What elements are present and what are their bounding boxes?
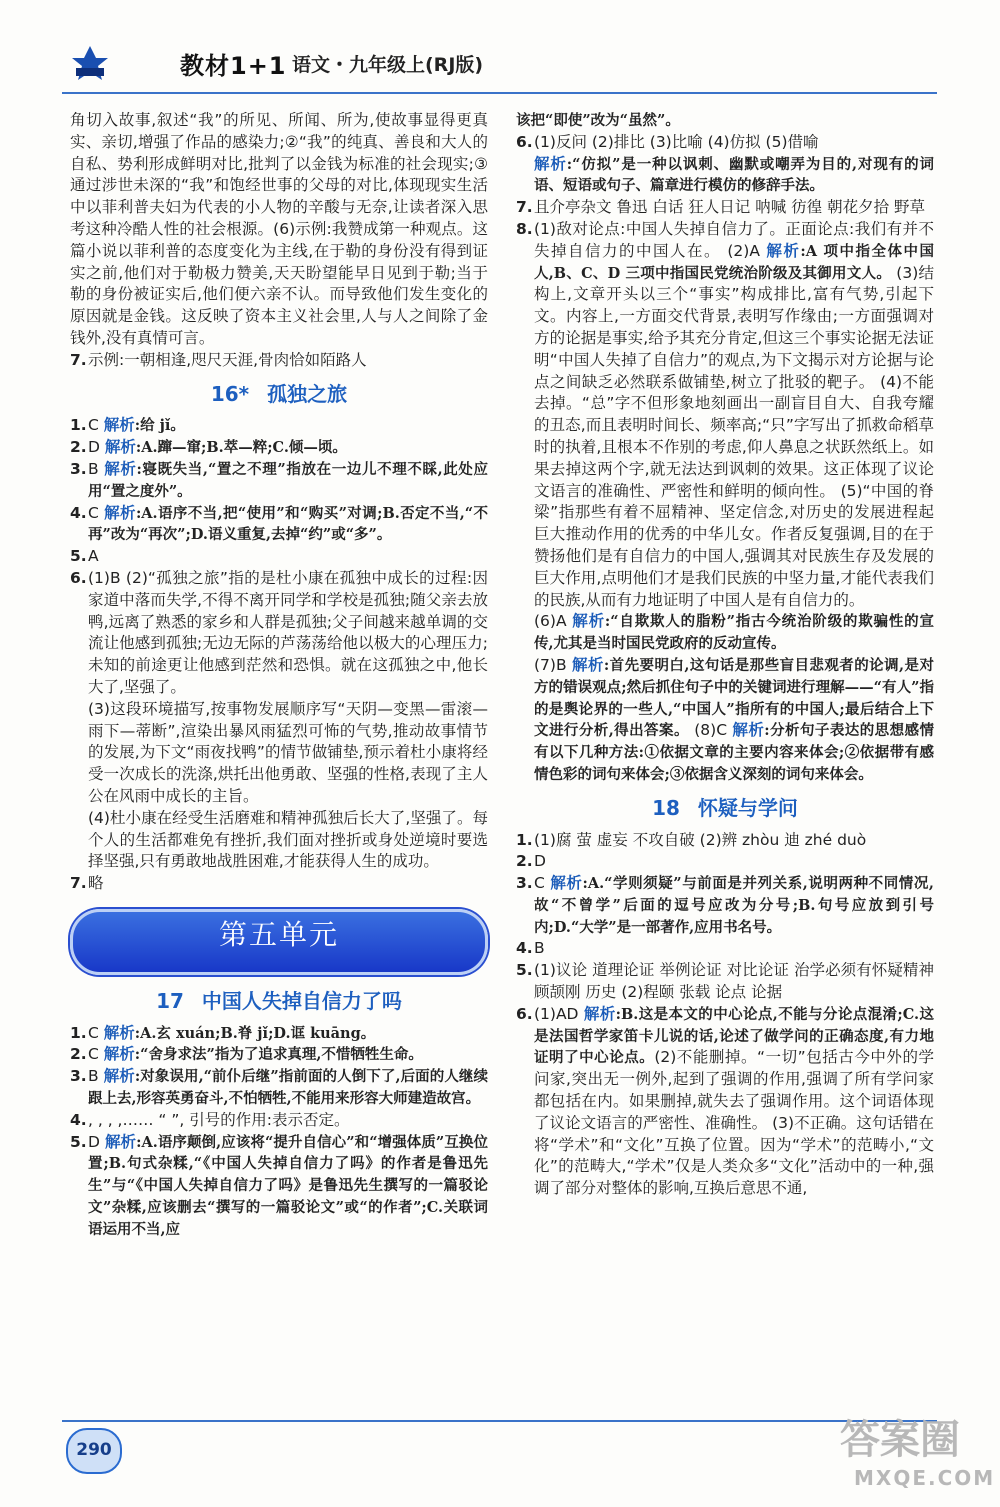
answer-item: 5. A — [70, 547, 99, 566]
answer-item: 6. (1)B (2)“孤独之旅”指的是杜小康在孤独中成长的过程:因家道中落而失学,不得不离开同学和学校是孤独;随父亲去放鸭,远离了熟悉的家乡和人群是孤独;父子间越来越单调的交流让他感到孤独;无边无际的芦荡荡给他以极大的心理压力;未知的前途更让他感到茫然和恐惧。就在这孤独之中,他长大了,坚强了。 (3)这段环境描写,按事物发展顺序写“天阴—变黑—雷滚—雨下—蒂断”,渲染出暴风雨猛烈可怖的气势,推动故事情节的发展,为下文“雨夜找鸭”的情节做铺垫,预示着杜小康将经受一次成长的洗涤,烘托出他勇敢、坚强的性格,表现了主人公在风雨中成长的主旨。 (4)杜小康在经受生活磨难和精神孤独后长大了,坚强了。每个人的生活都难免有挫折,我们面对挫折或身处逆境时要选择坚强,只有勇敢地战胜困难,才能获得人生的成功。 — [70, 568, 488, 871]
section-heading-16: 16* 孤独之旅 — [210, 381, 348, 406]
book-logo-icon — [70, 44, 110, 82]
answer-item: 2. D — [516, 852, 546, 871]
answer-item: 4. , , , ,…… “ ”, 引号的作用:表示否定。 — [70, 1110, 350, 1129]
section-heading-17: 17 中国人失掉自信力了吗 — [156, 988, 402, 1013]
answer-item: 3. B 解析:寝既失当,“置之不理”指放在一边儿不理不睬,此处应用“置之度外”。 — [70, 459, 488, 500]
answer-item: 5. (1)议论 道理论证 举例论证 对比论证 治学必须有怀疑精神 顾颉刚 历史 (2)程颐 张载 论点 论据 — [516, 961, 934, 1002]
answer-item: 3. C 解析:A.“学则须疑”与前面是并列关系,说明两种不同情况,故“不曾学”后面的逗号应改为分号;B.句号应放到引号内;D.“大学”是一部著作,应用书名号。 — [516, 874, 934, 936]
right-column — [516, 110, 934, 1200]
continuation-text: 该把“即使”改为“虽然”。 — [516, 112, 680, 129]
answer-item: 2. D 解析:A.蹿—窜;B.萃—粹;C.倾—顷。 — [70, 438, 347, 457]
continuation-text: 角切入故事,叙述“我”的所见、所闻、所为,使故事显得更真实、亲切,增强了作品的感染力;②“我”的纯真、善良和大人的自私、势利形成鲜明对比,批判了以金钱为标准的社会现实;③通过涉世未深的“我”和饱经世事的父母的对比,体现现实生活中以菲利普夫妇为代表的小人物的辛酸与无奈,让读者深入思考这种冷酷人性的社会根源。(6)示例:我赞成第一种观点。这篇小说以菲利普的态度变化为主线,在于勒的身份没有得到证实之前,他们对于勒极力赞美,天天盼望能早日见到于勒;当于勒的身份被证实后,他们便六亲不认。而导致他们发生变化的原因就是金钱。这反映了资本主义社会里,人与人之间除了金钱外,没有真情可言。 — [70, 111, 488, 347]
answer-item: 4. C 解析:A.语序不当,把“使用”和“购买”对调;B.否定不当,“不再”改为“再次”;D.语义重复,去掉“约”或“多”。 — [70, 503, 488, 544]
answer-item: 6. (1)反问 (2)排比 (3)比喻 (4)仿拟 (5)借喻 解析:“仿拟”是一种以讽刺、幽默或嘲弄为目的,对现有的词语、短语或句子、篇章进行模仿的修辞手法。 — [516, 132, 934, 195]
answer-item: 7. 示例:一朝相逢,咫尺天涯,骨肉恰如陌路人 — [70, 350, 367, 369]
watermark-logo: 答案圈 MXQE.COM — [840, 1417, 996, 1490]
answer-item: 2. C 解析:“舍身求法”指为了追求真理,不惜牺牲生命。 — [70, 1045, 423, 1064]
brand-title: 教材1+1 — [180, 52, 287, 80]
footer-divider — [62, 1420, 937, 1422]
answer-item: 7. 略 — [70, 874, 104, 893]
page-number-badge: 290 — [66, 1428, 122, 1474]
answer-item: 3. B 解析:对象误用,“前仆后继”指前面的人倒下了,后面的人继续跟上去,形容英勇奋斗,不怕牺牲,不能用来形容大师建造故宫。 — [70, 1067, 488, 1108]
answer-item: 1. (1)腐 萤 虚妄 不攻自破 (2)辨 zhòu 迪 zhé duò — [516, 830, 867, 849]
header-divider — [62, 92, 937, 94]
answer-item: 7. 且介亭杂文 鲁迅 白话 狂人日记 呐喊 彷徨 朝花夕拾 野草 — [516, 198, 925, 217]
answer-item: 6. (1)AD 解析:B.这是本文的中心论点,不能与分论点混淆;C.这是法国哲学家笛卡儿说的话,论述了做学问的正确态度,有力地证明了中心论点。(2)不能删掉。“一切”包括古今中外的学问家,突出无一例外,起到了强调的作用,强调了所有学问家都包括在内。如果删掉,就失去了强调作用。这个词语体现了议论文语言的严密性、准确性。 (3)不正确。这句话错在将“学术”和“文化”互换了位置。因为“学术”的范畴小,“文化”的范畴大,“学术”仅是人类众多“文化”活动中的一种,强调了部分对整体的影响,互换后意思不通, — [516, 1004, 935, 1198]
answer-item: 5. D 解析:A.语序颠倒,应该将“提升自信心”和“增强体质”互换位置;B.句式杂糅,“《中国人失掉自信力了吗》的作者是鲁迅先生”与“《中国人失掉自信力了吗》是鲁迅先生撰写的一篇驳论文”杂糅,应该删去“撰写的一篇驳论文”或“的作者”;C.关联词语运用不当,应 — [70, 1132, 488, 1238]
answer-item: 1. C 解析:A.玄 xuán;B.脊 jǐ;D.诓 kuāng。 — [70, 1023, 376, 1042]
answer-item: 4. B — [516, 939, 545, 958]
answer-item: 1. C 解析:给 jǐ。 — [70, 416, 185, 435]
subject-title: 语文・九年级上(RJ版) — [292, 54, 484, 76]
answer-item: 8. (1)敌对论点:中国人失掉自信力了。正面论点:我们有并不失掉自信力的中国人在。 (2)A 解析:A 项中指全体中国人,B、C、D 三项中指国民党统治阶级及其御用文人。 (3)结构上,文章开头以三个“事实”构成排比,富有气势,引起下文。内容上,一方面交代背景,表明写作缘由;一方面强调对方的论据是事实,给予其充分肯定,但这三个事实论据无法证明“中国人失掉了自信力”的观点,为下文揭示对方论据与论点之间缺乏必然联系做铺垫,树立了批驳的靶子。 (4)不能去掉。“总”字不但形象地刻画出一副盲目自大、自我夸耀的丑态,而且表明时间长、频率高;“只”字写出了抓救命稻草时的执着,且根本不作别的考虑,仰人鼻息之状跃然纸上。如果去掉这两个字,就无法达到讽刺的效果。这正体现了议论文语言的准确性、严密性和鲜明的倾向性。 (5)“中国的脊梁”指那些有着不屈精神、坚定信念,对历史的发展进程起巨大推动作用的优秀的中华儿女。作者反复强调,目的在于赞扬他们是有自信力的中国人,强调其对民族生存及发展的巨大作用,点明他们才是我们民族的中坚力量,才能代表我们的民族,从而有力地证明了中国人是有自信力的。 (6)A 解析:“自欺欺人的脂粉”指古今统治阶级的欺骗性的宣传,尤其是当时国民党政府的反动宣传。 (7)B 解析:首先要明白,这句话是那些盲目悲观者的论调,是对方的错误观点;然后抓住句子中的关键词进行理解——“有人”指的是舆论界的一些人,“中国人”指所有的中国人;最后结合上下文进行分析,得出答案。 (8)C 解析:分析句子表达的思想感情有以下几种方法:①依据文章的主要内容来体会;②依据带有感情色彩的词句来体会;③依据含义深刻的词句来体会。 — [516, 219, 934, 783]
left-column — [70, 110, 488, 1241]
section-heading-18: 18 怀疑与学问 — [652, 795, 798, 820]
unit-banner: 第五单元 — [70, 909, 488, 975]
page-header — [60, 40, 940, 90]
